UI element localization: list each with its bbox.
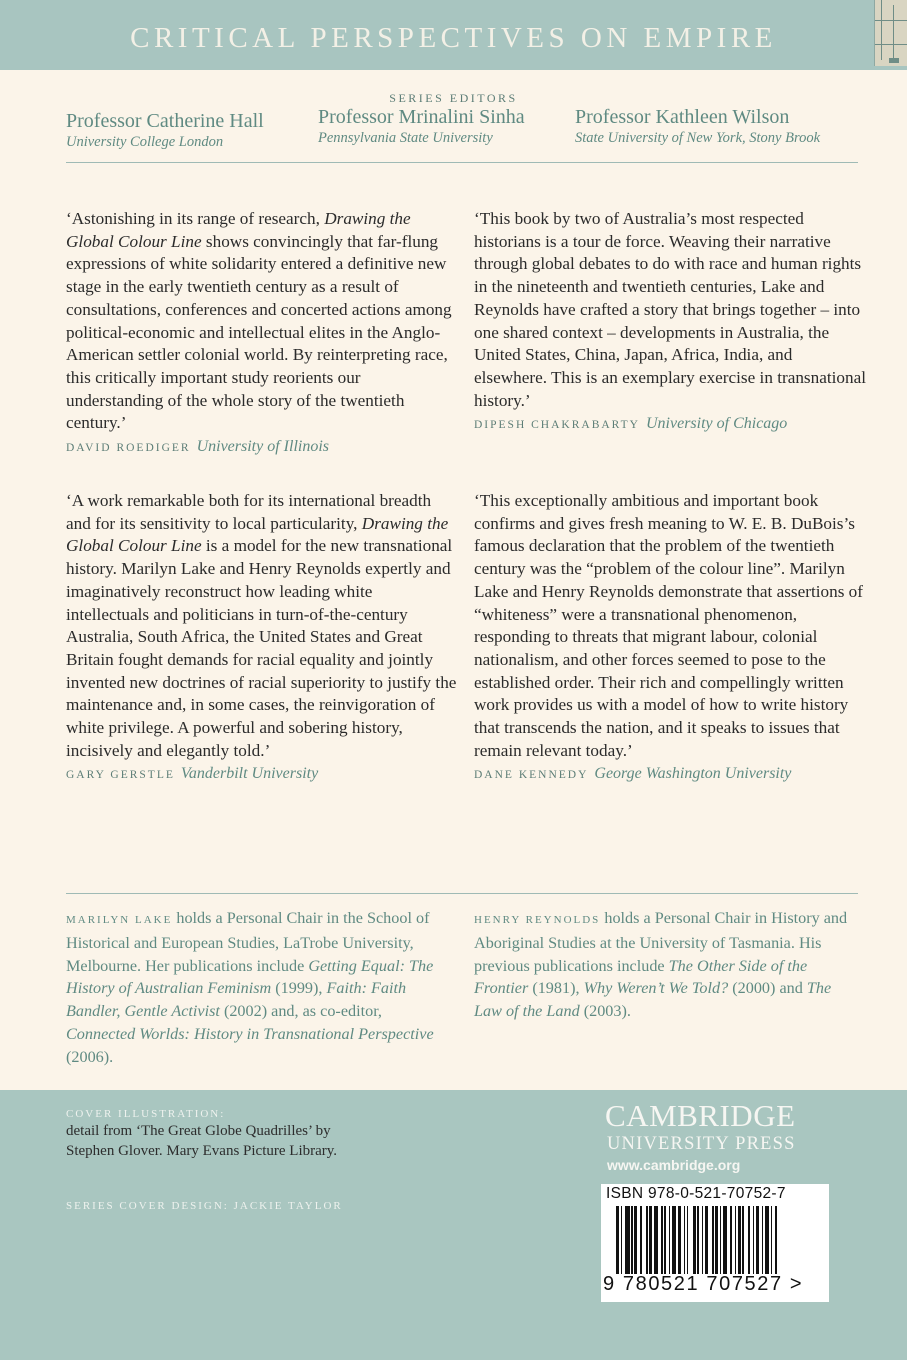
barcode-bar	[669, 1206, 671, 1274]
bio-text	[474, 907, 859, 1023]
editor-name: Professor Catherine Hall	[66, 110, 264, 132]
barcode-bar	[697, 1206, 699, 1274]
barcode-bar	[715, 1206, 718, 1274]
barcode-bar	[621, 1206, 623, 1274]
quote-text: ‘Astonishing in its range of research, Drawing the Global Colour Line shows convincingly that far-flung expressions of white solidarity entered a definitive new stage in the early twentieth century as a result of consultations, conferences and concerted actions among political-economic and intellectual elites in the Anglo-American settler colonial world. By reinterpreting race, this critically important study reorients our understanding of the whole story of the twentieth century.’	[66, 209, 452, 433]
barcode-bar	[738, 1206, 741, 1274]
barcode-bar	[664, 1206, 666, 1274]
bio-author-name: HENRY REYNOLDS	[474, 914, 601, 926]
barcode-bar	[631, 1206, 633, 1274]
editor-institution: University College London	[66, 134, 224, 150]
quote-author: DANE KENNEDY	[474, 769, 589, 782]
bio-text	[66, 907, 451, 1069]
series-editor	[318, 106, 525, 147]
quote-text: ‘This exceptionally ambitious and important book confirms and gives fresh meaning to W. E. B. DuBois’s famous declaration that the problem of the twentieth century was the “problem of the colour line”. Marilyn Lake and Henry Reynolds demonstrate that assertions of “whiteness” were a transnational phenomenon, responding to threats that migrant labour, colonial nationalism, and other forces seemed to pose to the established order. Their rich and compellingly written work provides us with a model of how to write history that transcends the nation, and it speaks to issues that remain relevant today.’	[474, 491, 864, 760]
divider	[66, 162, 858, 163]
barcode-bar	[762, 1206, 764, 1274]
isbn-label: ISBN 978-0-521-70752-7	[606, 1185, 786, 1202]
quote-author: DIPESH CHAKRABARTY	[474, 419, 640, 432]
series-title: CRITICAL PERSPECTIVES ON EMPIRE	[130, 22, 777, 54]
editor-institution: State University of New York, Stony Brook	[575, 130, 820, 146]
barcode-digits: 9 780521 707527 >	[603, 1273, 804, 1295]
barcode-bar	[705, 1206, 708, 1274]
series-editors-label: SERIES EDITORS	[389, 91, 518, 105]
review-quote	[66, 490, 458, 787]
editor-institution: Pennsylvania State University	[318, 130, 493, 146]
quote-author: DAVID ROEDIGER	[66, 442, 191, 455]
quote-affiliation: George Washington University	[594, 765, 792, 783]
barcode-bar	[649, 1206, 652, 1274]
publisher-logo-subname: UNIVERSITY PRESS	[607, 1134, 796, 1154]
series-editor	[66, 110, 264, 151]
barcode-bar	[672, 1206, 677, 1274]
barcode-bar	[693, 1206, 696, 1274]
quote-author: GARY GERSTLE	[66, 769, 175, 782]
review-quote	[66, 208, 458, 460]
author-bio	[66, 907, 451, 1069]
series-header-band	[0, 0, 907, 70]
cover-illustration-credit: detail from ‘The Great Globe Quadrilles’ by Stephen Glover. Mary Evans Picture Library.	[66, 1123, 338, 1159]
editor-name: Professor Kathleen Wilson	[575, 106, 790, 128]
cover-design-credit: SERIES COVER DESIGN: JACKIE TAYLOR	[66, 1200, 343, 1212]
quote-text: ‘A work remarkable both for its international breadth and for its sensitivity to local particularity, Drawing the Global Colour Line is a model for the new transnational history. Marilyn Lake and Henry Reynolds expertly and imaginatively reconstruct how leading white intellectuals and politicians in turn-of-the-century Australia, South Africa, the United States and Great Britain fought demands for racial equality and jointly invented new doctrines of racial superiority to justify the maintenance and, in some cases, the reinvigoration of white privilege. A powerful and sobering history, incisively and elegantly told.’	[66, 491, 457, 760]
barcode-bar	[684, 1206, 686, 1274]
bio-author-name: MARILYN LAKE	[66, 914, 173, 926]
barcode-bar	[687, 1206, 689, 1274]
barcode-bar	[730, 1206, 732, 1274]
series-editor	[575, 106, 820, 147]
cover-illustration-label: COVER ILLUSTRATION:	[66, 1108, 226, 1120]
publisher-url: www.cambridge.org	[607, 1157, 741, 1173]
barcode-bar	[712, 1206, 714, 1274]
barcode-bar	[678, 1206, 681, 1274]
quote-attribution	[474, 413, 866, 437]
quote-text: ‘This book by two of Australia’s most respected historians is a tour de force. Weaving their narrative through global debates to do with race and human rights in the nineteenth and twentieth centuries, Lake and Reynolds have crafted a story that brings together – into one shared context – developments in Australia, the United States, China, Japan, Africa, India, and elsewhere. This is an exemplary exercise in transnational history.’	[474, 209, 866, 410]
barcode-bar	[756, 1206, 759, 1274]
barcode-bar	[720, 1206, 722, 1274]
barcode-bar	[661, 1206, 663, 1274]
barcode-bar	[702, 1206, 704, 1274]
review-quote	[474, 490, 866, 787]
barcode-bar	[654, 1206, 659, 1274]
barcode-bars	[616, 1206, 818, 1274]
quote-attribution	[66, 436, 458, 460]
barcode-bar	[753, 1206, 755, 1274]
quote-attribution	[474, 763, 866, 787]
publisher-logo-name: CAMBRIDGE	[605, 1098, 796, 1133]
globe-illustration-corner	[874, 0, 907, 66]
bio-body: holds a Personal Chair in History and Aboriginal Studies at the University of Tasmania. His previous publications include The Other Side of the Frontier (1981), Why Weren’t We Told? (2000) and The Law of the Land (2003).	[474, 909, 848, 1021]
quote-affiliation: Vanderbilt University	[180, 765, 319, 783]
barcode-bar	[775, 1206, 777, 1274]
barcode-bar	[646, 1206, 648, 1274]
bio-body: holds a Personal Chair in the School of Historical and European Studies, LaTrobe University, Melbourne. Her publications include Getting Equal: The History of Australian Feminism (1999), Faith: Faith Bandler, Gentle Activist (2002) and, as co-editor, Connected Worlds: History in Transnational Perspective (2006).	[66, 909, 434, 1066]
barcode-bar	[616, 1206, 619, 1274]
barcode-bar	[634, 1206, 637, 1274]
quote-attribution	[66, 763, 458, 787]
quote-affiliation: University of Illinois	[196, 438, 330, 456]
editor-name: Professor Mrinalini Sinha	[318, 106, 525, 128]
author-bio	[474, 907, 859, 1023]
divider	[66, 893, 858, 894]
barcode-bar	[640, 1206, 642, 1274]
barcode-bar	[771, 1206, 773, 1274]
barcode-bar	[625, 1206, 630, 1274]
barcode-bar	[735, 1206, 737, 1274]
quote-affiliation: University of Chicago	[645, 415, 788, 433]
review-quote	[474, 208, 866, 437]
barcode-bar	[765, 1206, 770, 1274]
barcode-bar	[723, 1206, 728, 1274]
isbn-barcode	[601, 1184, 829, 1302]
barcode-bar	[742, 1206, 744, 1274]
barcode-bar	[748, 1206, 750, 1274]
